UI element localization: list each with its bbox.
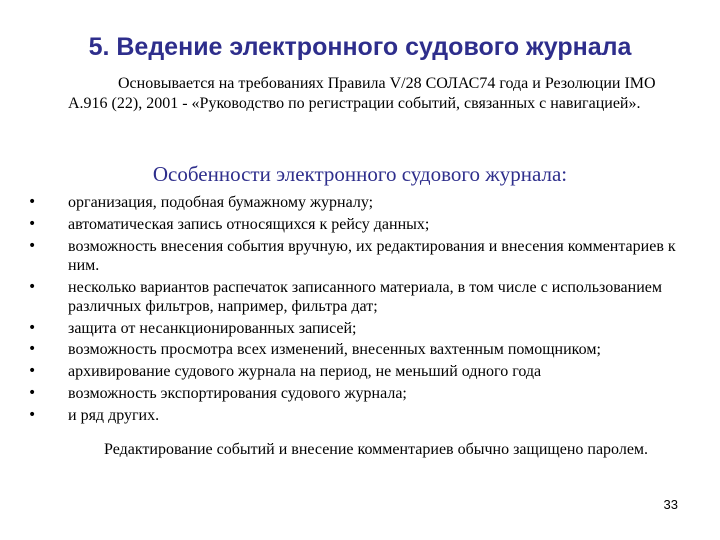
- page-number: 33: [663, 497, 678, 512]
- list-item: [28, 340, 688, 359]
- bullet-icon: •: [28, 384, 37, 401]
- bullet-icon: •: [28, 406, 37, 423]
- bullet-icon: •: [28, 278, 37, 295]
- list-item-text: защита от несанкционированных записей;: [68, 319, 357, 337]
- bullet-icon: •: [28, 319, 37, 336]
- list-item-text: и ряд других.: [68, 406, 160, 424]
- section-subtitle: Особенности электронного судового журнала:: [152, 162, 568, 186]
- list-item: [28, 362, 688, 381]
- intro-paragraph: Основывается на требованиях Правила V/28 СОЛАС74 года и Резолюции IMO A.916 (22), 2001 - «Руководство по регистрации событий, связанных с навигацией».: [68, 75, 656, 112]
- slide-title: 5. Ведение электронного судового журнала: [88, 33, 632, 61]
- bullet-icon: •: [28, 363, 37, 380]
- list-item-text: организация, подобная бумажному журналу;: [68, 194, 374, 211]
- footer-note: Редактирование событий и внесение комментариев обычно защищено паролем.: [104, 441, 649, 458]
- list-item: [28, 406, 688, 425]
- list-item: [28, 215, 688, 234]
- list-item: [28, 193, 688, 212]
- list-item-text: архивирование судового журнала на период, не меньший одного года: [68, 363, 542, 381]
- list-item: [28, 237, 688, 275]
- features-list: [28, 193, 688, 428]
- list-item-text: несколько вариантов распечаток записанного материала, в том числе с использованием различных фильтров, например, фильтра дат;: [68, 278, 663, 315]
- list-item-text: возможность экспортирования судового журнала;: [68, 384, 407, 402]
- list-item-text: автоматическая запись относящихся к рейсу данных;: [68, 215, 430, 233]
- list-item: [28, 278, 688, 316]
- list-item: [28, 384, 688, 403]
- bullet-icon: •: [28, 237, 37, 254]
- bullet-icon: •: [28, 215, 37, 232]
- bullet-icon: •: [28, 194, 37, 210]
- list-item-text: возможность внесения события вручную, их редактирования и внесения комментариев к ним.: [68, 237, 676, 274]
- bullet-icon: •: [28, 341, 37, 358]
- list-item-text: возможность просмотра всех изменений, внесенных вахтенным помощником;: [68, 341, 601, 359]
- list-item: [28, 319, 688, 338]
